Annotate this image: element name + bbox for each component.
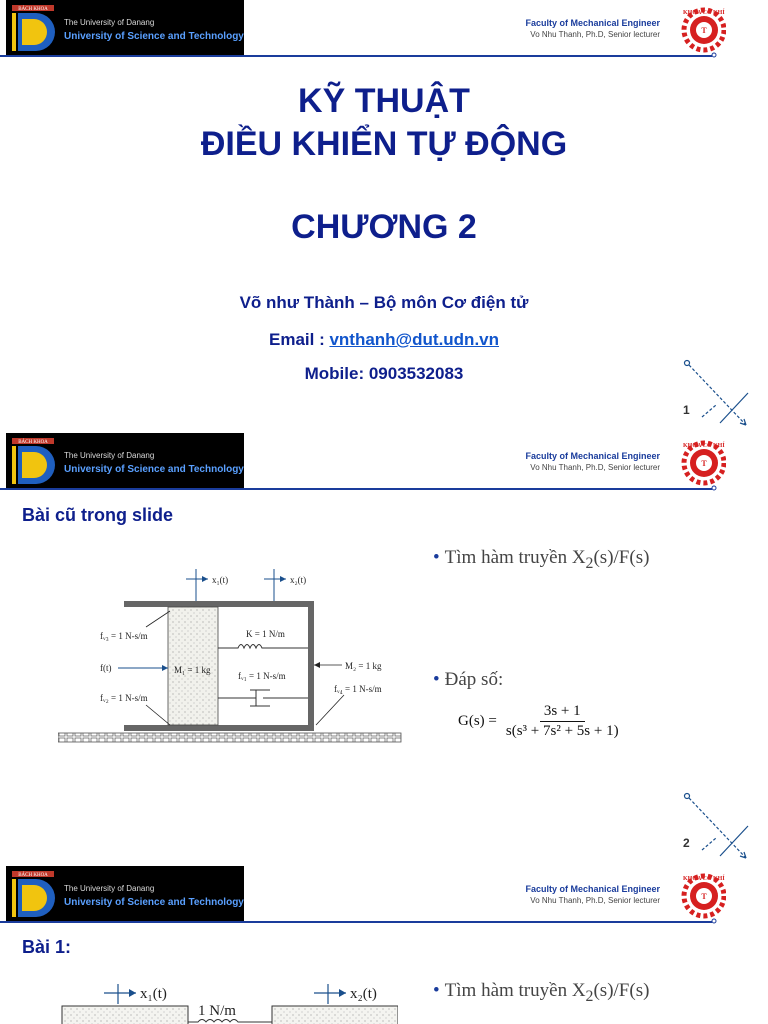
- m2-wall: [308, 601, 314, 731]
- university-name-line2: University of Science and Technology: [64, 31, 244, 42]
- email-link[interactable]: vnthanh@dut.udn.vn: [329, 330, 500, 349]
- faculty-name: Faculty of Mechanical Engineer: [525, 884, 660, 894]
- spring: [218, 645, 308, 649]
- faculty-gear-logo-icon: [680, 2, 726, 58]
- svg-text:BÁCH KHOA: BÁCH KHOA: [18, 7, 48, 12]
- svg-text:BÁCH KHOA: BÁCH KHOA: [18, 873, 48, 878]
- x1-label: x₁(t): [140, 986, 167, 1002]
- slide-2: [0, 433, 768, 865]
- email-label: Email :: [268, 330, 330, 349]
- mobile-line: Mobile: 0903532083: [304, 364, 464, 383]
- corner-decoration-icon: [680, 357, 760, 432]
- course-title-line1: KỸ THUẬT: [298, 82, 470, 120]
- page-number: 2: [683, 836, 690, 850]
- author-line: Võ như Thành – Bộ môn Cơ điện tử: [239, 293, 529, 312]
- university-emblem-icon: [8, 3, 58, 53]
- lecturer-name: Vo Nhu Thanh, Ph.D, Senior lecturer: [530, 30, 660, 39]
- section-title: Bài cũ trong slide: [22, 505, 174, 525]
- force-label: f(t): [100, 663, 112, 673]
- x2-label: x₂(t): [350, 986, 377, 1002]
- course-title-line2: ĐIỀU KHIỂN TỰ ĐỘNG: [200, 125, 568, 163]
- svg-text:BÁCH KHOA: BÁCH KHOA: [18, 440, 48, 445]
- question-bullet: • Tìm hàm truyền $X_2(s)/F(s)$: [433, 980, 650, 1005]
- university-emblem-icon: [8, 436, 58, 486]
- faculty-info: [525, 451, 660, 472]
- transfer-function-formula: [458, 703, 623, 740]
- formula-denominator: s(s³ + 7s² + 5s + 1): [505, 723, 619, 739]
- m2-top-plate: [124, 601, 314, 607]
- svg-text:T: T: [701, 26, 707, 35]
- x2-label: x₂(t): [290, 575, 307, 585]
- faculty-name: Faculty of Mechanical Engineer: [525, 451, 660, 461]
- lecturer-name: Vo Nhu Thanh, Ph.D, Senior lecturer: [530, 463, 660, 472]
- svg-text:KHOA CƠ KHÍ: KHOA CƠ KHÍ: [683, 10, 725, 16]
- two-mass-diagram: [58, 978, 398, 1024]
- answer-bullet: • Đáp số:: [433, 669, 504, 690]
- section-title: Bài 1:: [22, 937, 72, 957]
- slide-3: [0, 866, 768, 1024]
- faculty-name: Faculty of Mechanical Engineer: [525, 18, 660, 28]
- question-bullet: • Tìm hàm truyền $X_2(s)/F(s)$: [433, 547, 650, 572]
- damper-fv1: [218, 690, 308, 706]
- mass-spring-damper-diagram: [58, 561, 403, 746]
- corner-decoration-icon: [680, 790, 760, 865]
- svg-text:KHOA CƠ KHÍ: KHOA CƠ KHÍ: [683, 443, 725, 449]
- faculty-gear-logo-icon: [680, 435, 726, 491]
- damper-fv1-label: fᵥ₁ = 1 N-s/m: [238, 671, 286, 681]
- university-logo: [6, 866, 244, 921]
- formula-lhs: G(s) =: [458, 713, 497, 729]
- university-logo: [6, 433, 244, 488]
- mass-m2: [272, 1006, 398, 1024]
- formula-numerator: 3s + 1: [540, 703, 585, 722]
- university-name-line1: The University of Danang: [64, 884, 155, 893]
- x1-label: x₁(t): [212, 575, 229, 585]
- faculty-gear-logo-icon: [680, 868, 726, 924]
- mass-m1-label: M₁ = 1 kg: [174, 665, 211, 675]
- svg-text:T: T: [701, 892, 707, 901]
- university-name-line1: The University of Danang: [64, 451, 155, 460]
- damper-fv4-label: fᵥ₄ = 1 N-s/m: [334, 684, 382, 694]
- header-divider: [0, 921, 712, 923]
- chapter-title: CHƯƠNG 2: [291, 208, 477, 246]
- mass-m1: [62, 1006, 188, 1024]
- university-emblem-icon: [8, 869, 58, 919]
- ground: [58, 733, 401, 742]
- faculty-info: [525, 18, 660, 39]
- faculty-info: [525, 884, 660, 905]
- page-number: 1: [683, 403, 690, 417]
- lecturer-name: Vo Nhu Thanh, Ph.D, Senior lecturer: [530, 896, 660, 905]
- header-divider: [0, 55, 712, 57]
- m2-bottom-plate: [124, 725, 314, 731]
- spring-label: K = 1 N/m: [246, 629, 285, 639]
- damper-fv2-label: fᵥ₂ = 1 N-s/m: [100, 693, 148, 703]
- damper-fv3-label: fᵥ₃ = 1 N-s/m: [100, 631, 148, 641]
- svg-text:T: T: [701, 459, 707, 468]
- spring-label: 1 N/m: [198, 1003, 236, 1019]
- university-logo: [6, 0, 244, 55]
- mass-m2-label: M₂ = 1 kg: [345, 661, 382, 671]
- slide-1: [0, 0, 768, 432]
- svg-text:KHOA CƠ KHÍ: KHOA CƠ KHÍ: [683, 876, 725, 882]
- university-name-line1: The University of Danang: [64, 18, 155, 27]
- header-divider: [0, 488, 712, 490]
- university-name-line2: University of Science and Technology: [64, 897, 244, 908]
- university-name-line2: University of Science and Technology: [64, 464, 244, 475]
- spring: [188, 1020, 272, 1023]
- email-line: [0, 330, 768, 350]
